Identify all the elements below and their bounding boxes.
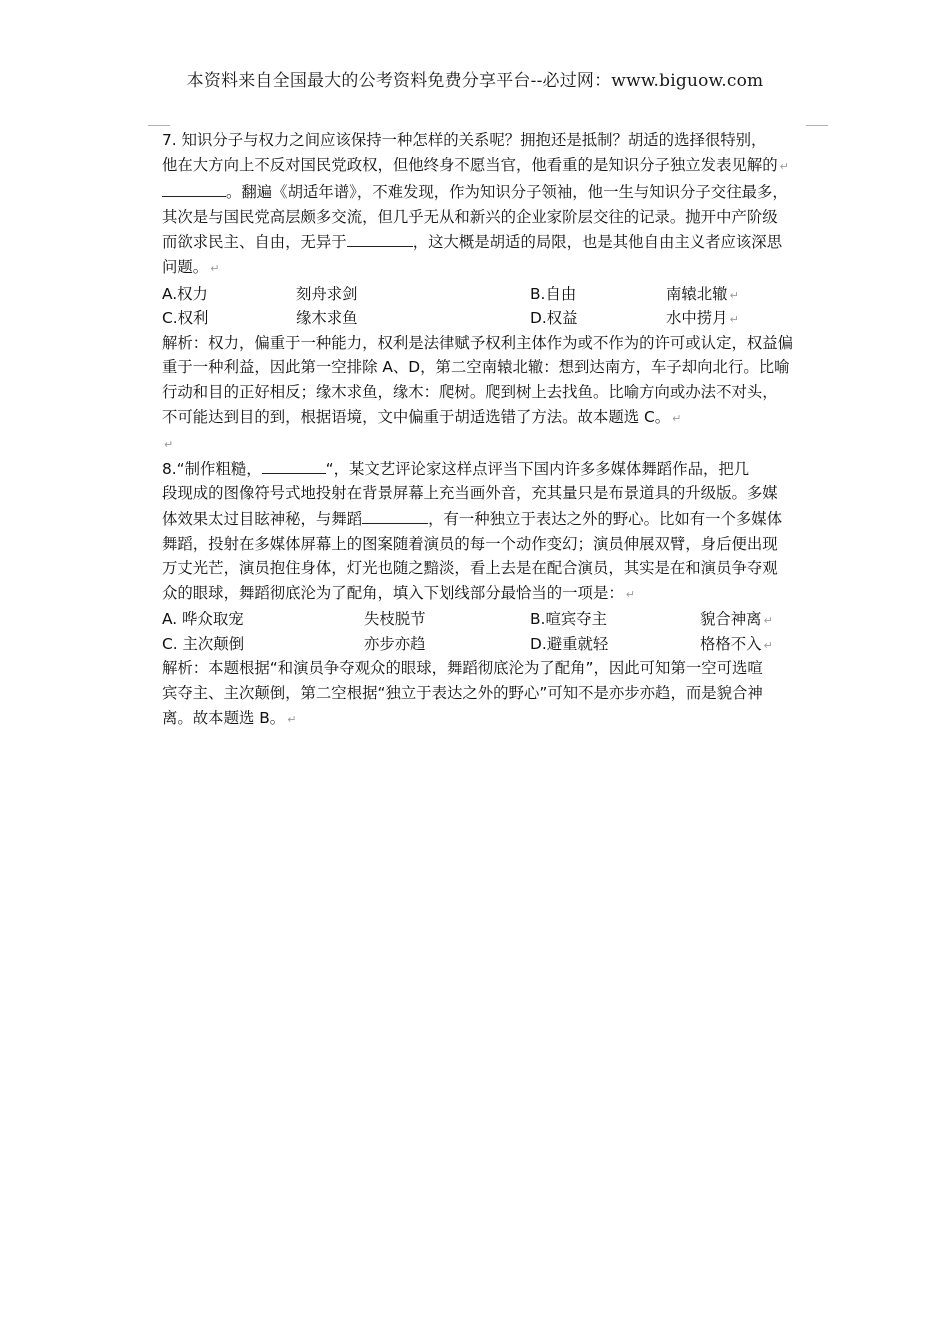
q8-analysis-line: 解析：本题根据“和演员争夺观众的眼球，舞蹈彻底沦为了配角”，因此可知第一空可选喧 xyxy=(162,659,763,678)
text-span: 。翻遍《胡适年谱》，不难发现，作为知识分子领袖，他一生与知识分子交往最多， xyxy=(226,183,788,202)
q7-options-row-2 xyxy=(162,306,832,331)
fill-blank-2 xyxy=(347,229,413,247)
q7-stem-line xyxy=(162,205,832,230)
q7-analysis-line: 解析：权力，偏重于一种能力，权利是法律赋予权利主体作为或不作为的许可或认定，权益偏 xyxy=(162,333,794,352)
q8-analysis xyxy=(162,656,832,732)
text-span: 8.“制作粗糙， xyxy=(162,459,262,478)
text-span: 问题。 xyxy=(162,257,209,276)
paragraph-mark-icon: ↵ xyxy=(763,638,773,652)
option-b-second xyxy=(666,282,739,309)
document-body xyxy=(162,128,832,732)
q7-stem-line xyxy=(162,229,832,255)
option-b-second xyxy=(700,607,773,634)
q7-stem-line xyxy=(162,153,832,180)
q7-analysis-line xyxy=(162,405,832,432)
text-span: 水中捞月 xyxy=(666,309,728,328)
text-span: 其次是与国民党高层颇多交流，但几乎无从和新兴的企业家阶层交往的记录。抛开中产阶级 xyxy=(162,207,778,226)
q7-analysis-line: 重于一种利益，因此第一空排除 A、D，第二空南辕北辙：想到达南方，车子却向北行。比喻 xyxy=(162,358,790,377)
text-span: 众的眼球，舞蹈彻底沦为了配角，填入下划线部分最恰当的一项是： xyxy=(162,583,624,602)
q7-stem-line xyxy=(162,255,832,282)
paragraph-mark-icon: ↵ xyxy=(729,288,739,302)
q8-stem-line xyxy=(162,506,832,532)
q7-analysis-line: 行动和目的正好相反；缘木求鱼，缘木：爬树。爬到树上去找鱼。比喻方向或办法不对头， xyxy=(162,382,778,401)
option-d-first: D.避重就轻 xyxy=(530,634,609,653)
q8-stem-line xyxy=(162,456,832,482)
option-b-first: B.喧宾夺主 xyxy=(530,610,608,629)
option-c-second: 缘木求鱼 xyxy=(296,309,358,328)
option-a-second: 失枝脱节 xyxy=(364,610,426,629)
paragraph-mark-icon: ↵ xyxy=(164,438,174,452)
text-span: 而欲求民主、自由，无异于 xyxy=(162,233,347,252)
option-a-second: 刻舟求剑 xyxy=(296,284,358,303)
text-span: ，有一种独立于表达之外的野心。比如有一个多媒体 xyxy=(428,509,783,528)
paragraph-mark-icon: ↵ xyxy=(729,313,739,327)
question-8 xyxy=(162,456,832,733)
q7-analysis xyxy=(162,331,832,431)
text-span: 格格不入 xyxy=(700,634,762,653)
text-span: 7. 知识分子与权力之间应该保持一种怎样的关系呢？拥抱还是抵制？胡适的选择很特别， xyxy=(162,131,767,149)
text-span: 不可能达到目的到，根据语境，文中偏重于胡适选错了方法。故本题选 C。 xyxy=(162,407,671,426)
paragraph-mark-icon: ↵ xyxy=(779,159,789,173)
text-span: 南辕北辙 xyxy=(666,284,728,303)
q7-stem-line xyxy=(162,128,832,153)
paragraph-mark-icon: ↵ xyxy=(763,614,773,628)
option-d-second xyxy=(700,632,773,659)
option-b-first: B.自由 xyxy=(530,284,577,303)
empty-paragraph xyxy=(162,431,832,456)
fill-blank-2 xyxy=(362,506,428,524)
text-span: 他在大方向上不反对国民党政权，但他终身不愿当官，他看重的是知识分子独立发表见解的 xyxy=(162,155,778,174)
option-a-first: A. 哗众取宠 xyxy=(162,610,244,629)
question-7 xyxy=(162,128,832,431)
option-c-first: C. 主次颠倒 xyxy=(162,634,245,653)
q7-options-row-1 xyxy=(162,282,832,307)
option-d-second xyxy=(666,306,739,333)
paragraph-mark-icon: ↵ xyxy=(672,411,682,425)
page-corner-mark-right xyxy=(806,125,828,126)
option-c-first: C.权利 xyxy=(162,309,209,328)
fill-blank-1 xyxy=(162,179,226,197)
paragraph-mark-icon: ↵ xyxy=(287,712,297,726)
q8-stem-line xyxy=(162,581,832,608)
q7-stem-line xyxy=(162,179,832,205)
q8-analysis-line xyxy=(162,706,832,733)
q7-stem xyxy=(162,128,832,282)
text-span: 体效果太过目眩神秘，与舞蹈 xyxy=(162,509,363,528)
text-span: “，某文艺评论家这样点评当下国内许多多媒体舞蹈作品，把几 xyxy=(325,459,750,478)
option-c-second: 亦步亦趋 xyxy=(364,634,426,653)
text-span: 貌合神离 xyxy=(700,610,762,629)
q8-analysis-line: 宾夺主、主次颠倒，第二空根据“独立于表达之外的野心”可知不是亦步亦趋，而是貌合神 xyxy=(162,684,763,703)
q8-stem-line: 万丈光芒，演员抱住身体，灯光也随之黯淡，看上去是在配合演员，其实是在和演员争夺观 xyxy=(162,559,778,578)
option-d-first: D.权益 xyxy=(530,309,578,328)
q8-stem-line: 舞蹈，投射在多媒体屏幕上的图案随着演员的每一个动作变幻；演员伸展双臂，身后便出现 xyxy=(162,534,778,553)
q8-options-row-1 xyxy=(162,607,832,632)
q8-stem xyxy=(162,456,832,608)
fill-blank-1 xyxy=(262,456,326,474)
text-span: ，这大概是胡适的局限，也是其他自由主义者应该深思 xyxy=(412,233,783,252)
q8-options-row-2 xyxy=(162,632,832,657)
page-header: 本资料来自全国最大的公考资料免费分享平台--必过网：www.biguow.com xyxy=(186,71,764,91)
paragraph-mark-icon: ↵ xyxy=(210,261,220,275)
option-a-first: A.权力 xyxy=(162,284,208,303)
text-span: 离。故本题选 B。 xyxy=(162,708,286,727)
page-corner-mark-left xyxy=(148,125,170,126)
q8-stem-line: 段现成的图像符号式地投射在背景屏幕上充当画外音，充其量只是布景道具的升级版。多媒 xyxy=(162,484,778,503)
paragraph-mark-icon: ↵ xyxy=(625,587,635,601)
